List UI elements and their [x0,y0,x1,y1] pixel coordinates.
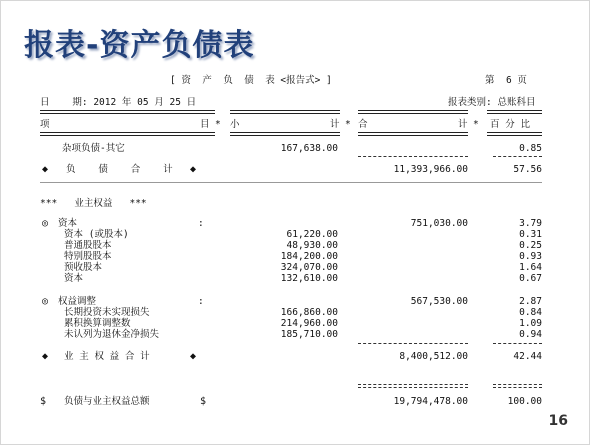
col-sep: * [215,119,221,130]
adjust-item-value: 214,960.00 [280,318,338,329]
capital-colon: : [198,218,204,229]
row-subtotal: 167,638.00 [280,143,338,154]
capital-item-percent: 0.31 [519,229,542,240]
rule [358,110,468,114]
diamond-icon: ◆ [42,351,49,362]
grand-total-label: 负债与业主权益总额 [64,396,150,407]
equity-total-percent: 42.44 [513,351,542,362]
rule [487,110,542,114]
adjust-item-percent: 0.84 [519,307,542,318]
liab-total-label: 负 债 合 计 [66,164,173,175]
dash-rule [358,156,468,157]
capital-item-percent: 0.25 [519,240,542,251]
col-item: 项 [40,119,50,130]
capital-item-value: 132,610.00 [280,273,338,284]
capital-item-label: 资本 (或股本) [64,229,129,240]
adjust-item-percent: 1.09 [519,318,542,329]
adjust-item-label: 长期投资未实现损失 [64,307,150,318]
capital-percent: 3.79 [519,218,542,229]
capital-item-percent: 0.67 [519,273,542,284]
rule [230,110,340,114]
col-total-end: 计 [458,119,468,130]
page-label: 第 6 页 [485,75,527,86]
adjust-item-label: 未认列为退休金净损失 [64,329,160,340]
liab-total-percent: 57.56 [513,164,542,175]
diamond-icon: ◆ [42,164,49,175]
liab-total-value: 11,393,966.00 [393,164,468,175]
rule [230,132,340,136]
col-sep: * [473,119,479,130]
dash-rule [493,156,542,157]
capital-total: 751,030.00 [410,218,468,229]
row-label: 杂项负债-其它 [62,143,125,154]
equity-header: *** 业主权益 *** [40,198,147,209]
slide-title: 报表-资产负债表 [24,28,255,63]
adjust-colon: : [198,296,204,307]
capital-item-percent: 0.93 [519,251,542,262]
adjust-item-label: 累积换算调整数 [64,318,131,329]
row-percent: 0.85 [519,143,542,154]
circle-icon: ◎ [42,296,49,307]
adjust-percent: 2.87 [519,296,542,307]
capital-item-label: 普通股股本 [64,240,112,251]
equity-total-label: 业 主 权 益 合 计 [64,351,150,362]
col-total: 合 [358,119,368,130]
rule [358,132,468,136]
capital-item-percent: 1.64 [519,262,542,273]
grand-total-percent: 100.00 [507,396,542,407]
dollar-icon: $ [40,396,47,407]
divider [40,182,542,183]
capital-item-value: 324,070.00 [280,262,338,273]
adjust-item-value: 166,860.00 [280,307,338,318]
date-label: 日 期: 2012 年 05 月 25 日 [40,97,197,108]
grand-total-value: 19,794,478.00 [393,396,468,407]
rule [40,110,215,114]
dash-rule [493,343,542,344]
adjust-item-percent: 0.94 [519,329,542,340]
equity-total-value: 8,400,512.00 [399,351,468,362]
capital-item-label: 预收股本 [64,262,103,273]
col-subtotal-end: 计 [330,119,340,130]
dash-rule [358,343,468,344]
rule [487,132,542,136]
double-dash-rule [358,384,468,388]
circle-icon: ◎ [42,218,49,229]
adjust-item-value: 185,710.00 [280,329,338,340]
capital-item-value: 48,930.00 [286,240,338,251]
adjust-total: 567,530.00 [410,296,468,307]
category-label: 报表类别: 总账科目 [448,97,536,108]
capital-item-label: 特别股股本 [64,251,112,262]
capital-item-label: 资本 [64,273,84,284]
report-title: [ 资 产 负 债 表 <报告式> ] [170,75,332,86]
dollar-icon: $ [200,396,207,407]
adjust-label: 权益调整 [58,296,97,307]
col-sep: * [345,119,351,130]
diamond-icon: ◆ [190,351,197,362]
page-number: 16 [548,413,568,429]
col-item-end: 目 [200,119,210,130]
capital-item-value: 184,200.00 [280,251,338,262]
diamond-icon: ◆ [190,164,197,175]
double-dash-rule [493,384,542,388]
col-subtotal: 小 [230,119,240,130]
capital-item-value: 61,220.00 [286,229,338,240]
capital-label: 资本 [58,218,78,229]
col-percent: 百 分 比 [490,119,530,130]
rule [40,132,215,136]
